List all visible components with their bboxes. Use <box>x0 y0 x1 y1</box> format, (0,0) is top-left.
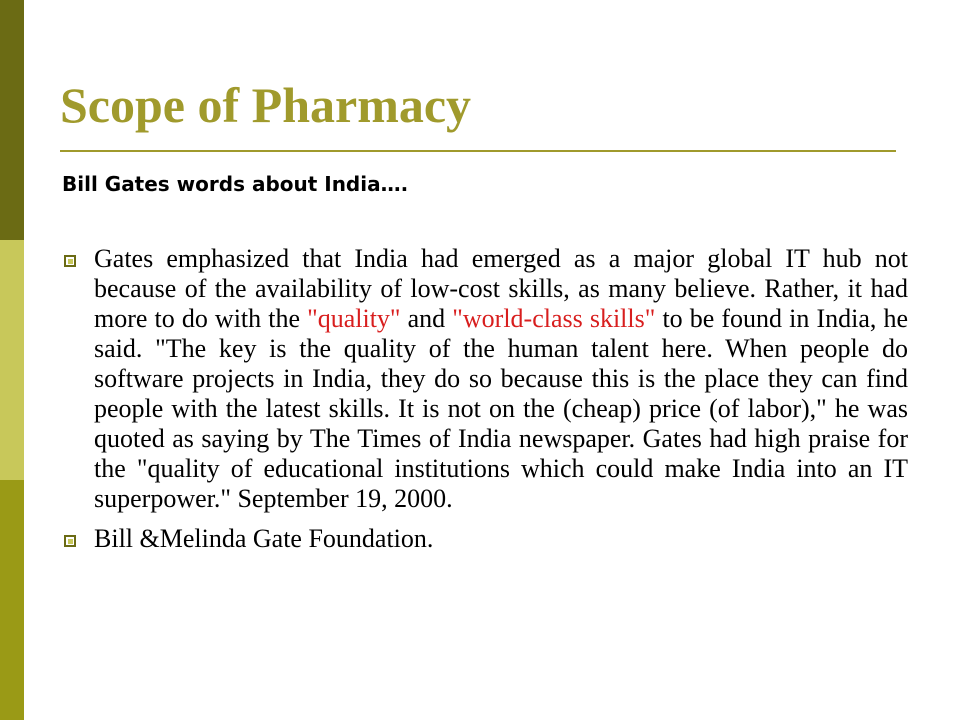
bullet-text-quote <box>94 244 908 514</box>
sidebar-accent-middle <box>0 240 24 480</box>
quote-highlight-world-class: "world-class skills" <box>452 304 656 333</box>
bullet-item-quote <box>62 244 908 514</box>
slide-subtitle: Bill Gates words about India…. <box>62 172 409 196</box>
bullet-list <box>62 244 908 554</box>
sidebar-accent-top <box>0 0 24 240</box>
quote-text-part3: to be found in India, he said. "The key is the quality of the human talent here. When people do software projects in India, they do so because this is the place they can find people with the latest skills. It is not on the (cheap) price (of labor)," he was quoted as saying by The Times of India newspaper. Gates had high praise for the "quality of educational institutions which could make India into an IT superpower." September 19, 2000. <box>94 304 909 513</box>
title-divider <box>60 150 896 152</box>
slide-title: Scope of Pharmacy <box>60 77 472 133</box>
square-bullet-icon <box>64 535 76 547</box>
bullet-text-foundation: Bill &Melinda Gate Foundation. <box>94 524 434 553</box>
quote-text-part2: and <box>400 304 453 333</box>
sidebar-accent-bottom <box>0 480 24 720</box>
square-bullet-icon <box>64 255 76 267</box>
quote-text-part1: Gates emphasized that India had emerged as a major global IT hub not because of the availability of low-cost skills, as many believe. Rather, it had more to do with the <box>94 244 908 333</box>
bullet-item-foundation <box>62 524 908 554</box>
quote-highlight-quality: "quality" <box>307 304 401 333</box>
